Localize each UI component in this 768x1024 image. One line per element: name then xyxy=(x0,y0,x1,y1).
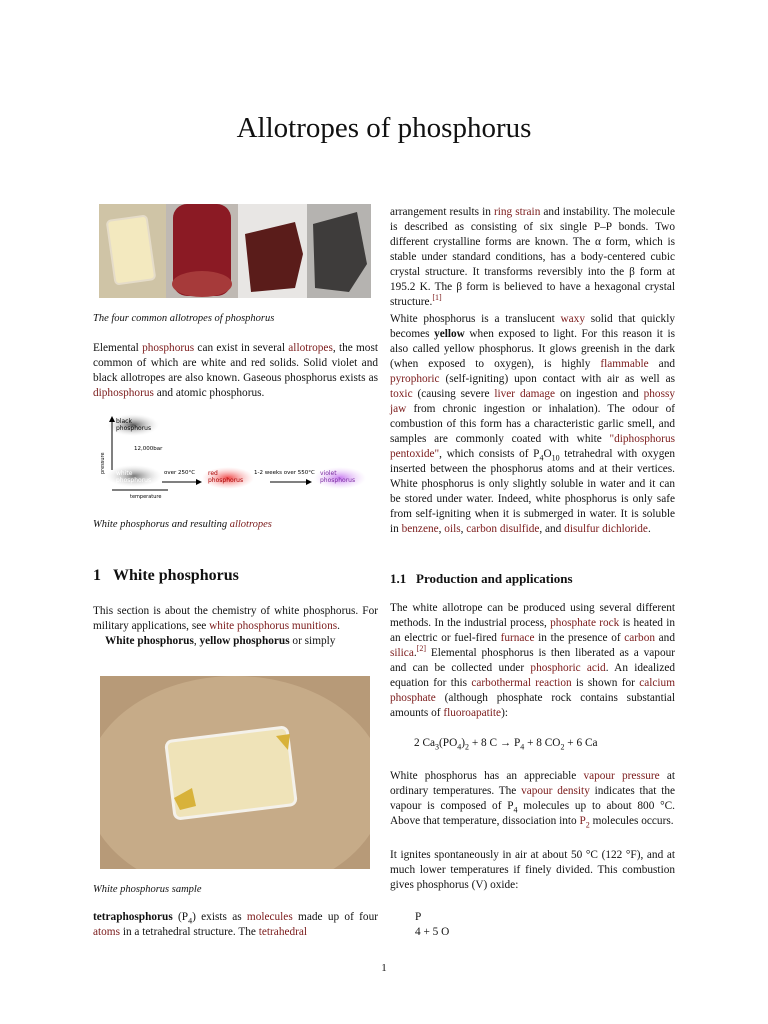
step1-label: over 250°C xyxy=(164,470,196,476)
step2-label: 1-2 weeks over 550°C xyxy=(254,470,315,476)
vapour-paragraph: White phosphorus has an appreciable vapour pressure at ordinary temperatures. The vapour density indicates that the vapour is composed of $P_4$ molecules up to about 800 °C. Above that temperature, dissociation into $P_2$ molecules occurs. xyxy=(390,770,676,830)
axis-temperature: temperature xyxy=(130,494,162,500)
link-allotropes[interactable]: allotropes xyxy=(288,342,333,354)
figure-caption-sample: White phosphorus sample xyxy=(93,884,202,895)
link-tetrahedral[interactable]: tetrahedral xyxy=(258,926,308,938)
link-white-phosphorus-munitions[interactable]: white phosphorus munitions xyxy=(209,620,338,632)
equation-carbothermal: 2 $Ca_3(PO_4)_2 + 8$ $C \to P_4 + 8$ $CO_2 + 6$ Ca xyxy=(414,737,598,752)
link-diphosphorus[interactable]: diphosphorus xyxy=(93,387,154,399)
structure-paragraph: arrangement results in ring strain and instability. The molecule is described as consisting of six single P–P bonds. Two different crystalline forms are known. The α form, which is stable under standard conditions, has a body-centered cubic crystal structure. It transforms reversibly into the β form at 195.2 K. The β form is believed to have a hexagonal crystal structure.[1] xyxy=(390,206,675,308)
link-carbothermal-reaction[interactable]: carbothermal reaction xyxy=(471,677,572,689)
allotrope-diagram xyxy=(98,414,370,502)
link-calcium-phosphate[interactable]: calcium phosphate xyxy=(390,677,675,704)
link-molecules[interactable]: molecules xyxy=(246,911,293,923)
link-allotropes-caption[interactable]: allotropes xyxy=(229,519,272,530)
link-p2[interactable]: $P_2$ xyxy=(579,815,590,830)
link-phosphoric-acid[interactable]: phosphoric acid xyxy=(530,662,606,674)
tetraphosphorus-paragraph: tetraphosphorus $(P_4)$ exists as molecules made up of four atoms in a tetrahedral structure. The tetrahedral xyxy=(93,911,378,938)
red-label: red phosphorus xyxy=(208,470,244,484)
link-vapour-pressure[interactable]: vapour pressure xyxy=(583,770,660,782)
ignition-paragraph: It ignites spontaneously in air at about 50 °C (122 °F), and at much lower temperatures if finely divided. This combustion gives phosphorus (V) oxide: xyxy=(390,849,675,891)
pressure-label: 12,000bar xyxy=(134,446,163,452)
link-ring-strain[interactable]: ring strain xyxy=(493,206,541,218)
link-phosphate-rock[interactable]: phosphate rock xyxy=(550,617,620,629)
violet-label: violet phosphorus xyxy=(320,470,356,484)
axis-pressure: pressure xyxy=(100,452,106,474)
link-diphosphorus-pentoxide[interactable]: "diphosphorus pentoxide" xyxy=(390,433,675,460)
page-title: Allotropes of phosphorus xyxy=(236,112,532,144)
link-fluoroapatite[interactable]: fluoroapatite xyxy=(443,707,502,719)
ref-2[interactable]: [2] xyxy=(416,644,426,654)
link-carbon-disulfide[interactable]: carbon disulfide xyxy=(466,523,540,535)
link-phossy-jaw[interactable]: phossy jaw xyxy=(390,388,676,415)
intro-paragraph: Elemental phosphorus can exist in several allotropes, the most common of which are white and red solids. Solid violet and black allotropes are also known. Gaseous phosphorus exists as diphosphorus and atomic phosphorus. xyxy=(93,342,378,399)
white-label: white phosphorus xyxy=(116,470,152,484)
hatnote: This section is about the chemistry of white phosphorus. For military applications, see white phosphorus munitions. White phosphorus, yellow phosphorus or simply xyxy=(93,605,378,647)
link-furnace[interactable]: furnace xyxy=(500,632,535,644)
link-vapour-density[interactable]: vapour density xyxy=(521,785,590,797)
section-heading-white-phosphorus: 1 White phosphorus xyxy=(93,567,239,584)
production-paragraph: The white allotrope can be produced using several different methods. In the industrial process, phosphate rock is heated in an electric or fuel-fired furnace in the presence of carbon and silica.[2] Elemental phosphorus is then liberated as a vapour and can be collected under phosphoric acid. An idealized equation for this carbothermal reaction is shown for calcium phosphate (although phosphate rock contains substantial amounts of fluoroapatite): xyxy=(390,602,675,719)
ref-1[interactable]: [1] xyxy=(432,293,442,303)
link-phosphorus[interactable]: phosphorus xyxy=(142,342,195,354)
allotropes-photo-strip xyxy=(99,204,371,298)
link-oils[interactable]: oils xyxy=(444,523,461,535)
link-liver-damage[interactable]: liver damage xyxy=(494,388,556,400)
link-silica[interactable]: silica xyxy=(390,647,414,659)
link-carbon[interactable]: carbon xyxy=(624,632,656,644)
link-disulfur-dichloride[interactable]: disulfur dichloride xyxy=(564,523,648,535)
equation-combustion: P 4 + 5 O xyxy=(415,911,450,938)
link-pyrophoric[interactable]: pyrophoric xyxy=(390,373,440,385)
black-label: black phosphorus xyxy=(116,418,152,432)
link-flammable[interactable]: flammable xyxy=(600,358,649,370)
properties-paragraph: White phosphorus is a translucent waxy solid that quickly becomes yellow when exposed to light. For this reason it is also called yellow phosphorus. It glows greenish in the dark (when exposed to oxygen), is highly flammable and pyrophoric (self-igniting) upon contact with air as well as toxic (causing severe liver damage on ingestion and phossy jaw from chronic ingestion or inhalation). The odour of combustion of this form has a characteristic garlic smell, and samples are commonly coated with white "diphosphorus pentoxide", which consists of $P_4O_{10}$ tetrahedral with oxygen inserted between the phosphorus atoms and at their vertices. White phosphorus is only slightly soluble in water and it can be stored under water. Indeed, white phosphorus is only safe from self-igniting when it is submerged in water. It is soluble in benzene, oils, carbon disulfide, and disulfur dichloride. xyxy=(390,313,676,535)
link-benzene[interactable]: benzene xyxy=(401,523,439,535)
link-atoms[interactable]: atoms xyxy=(93,926,120,938)
link-waxy[interactable]: waxy xyxy=(560,313,585,325)
page-number: 1 xyxy=(381,962,387,974)
figure-caption-allotropes: The four common allotropes of phosphorus xyxy=(93,313,275,324)
figure-caption-diagram: White phosphorus and resulting allotropes xyxy=(93,519,272,530)
link-toxic[interactable]: toxic xyxy=(390,388,413,400)
white-phosphorus-sample-photo xyxy=(100,676,370,869)
subsection-heading-production: 1.1 Production and applications xyxy=(390,571,573,586)
